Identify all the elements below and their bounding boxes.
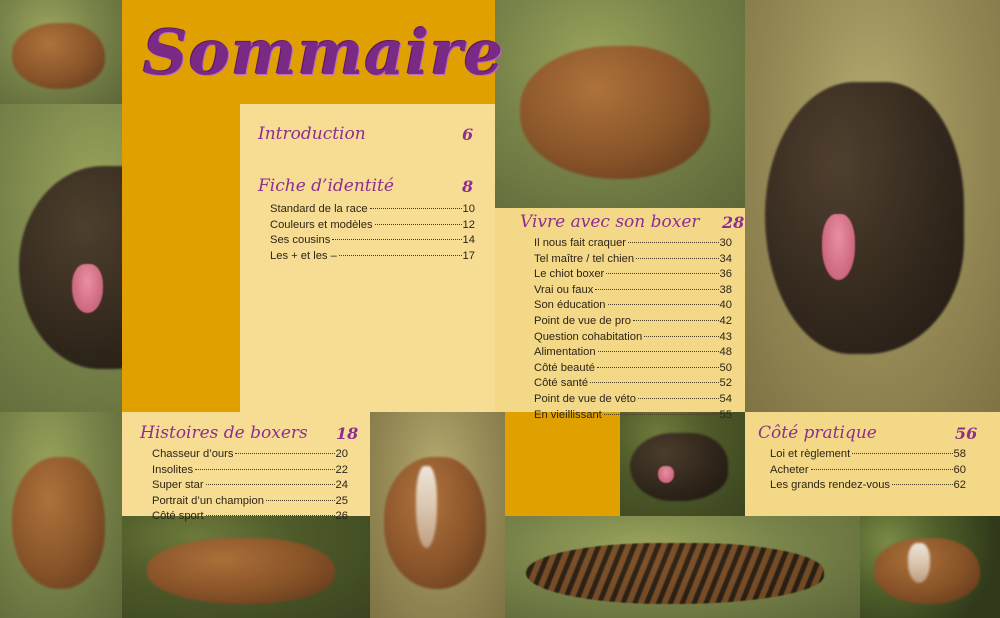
- toc-entry[interactable]: [534, 408, 732, 424]
- toc-entry-page: 55: [719, 408, 732, 421]
- toc-entry-label: Vrai ou faux: [534, 283, 594, 296]
- toc-entry-label: Insolites: [152, 463, 194, 476]
- toc-entry-page: 17: [462, 249, 475, 262]
- toc-entry[interactable]: [270, 202, 475, 218]
- section-page-introduction: 6: [462, 125, 474, 144]
- toc-entry-page: 26: [335, 510, 348, 523]
- toc-entry-label: Acheter: [770, 463, 809, 476]
- toc-entry-page: 50: [719, 361, 732, 374]
- toc-entry-page: 34: [719, 252, 732, 265]
- toc-entry-label: Côté santé: [534, 377, 589, 390]
- toc-entry-label: Son éducation: [534, 299, 606, 312]
- section-heading-histoires-de-boxers[interactable]: Histoires de boxers: [140, 423, 308, 443]
- gold-block-left: [122, 104, 240, 412]
- toc-entry[interactable]: [534, 330, 732, 346]
- toc-entry-label: Il nous fait craquer: [534, 237, 627, 249]
- leader-dots: [608, 304, 719, 305]
- leader-dots: [235, 453, 334, 454]
- leader-dots: [636, 258, 718, 259]
- toc-entry-label: Point de vue de véto: [534, 392, 637, 405]
- toc-entry-page: 43: [719, 330, 732, 343]
- leader-dots: [206, 484, 335, 485]
- toc-entry-page: 40: [719, 299, 732, 312]
- toc-entry-page: 54: [719, 392, 732, 405]
- toc-entries-histoires-de-boxers: [152, 447, 348, 525]
- leader-dots: [604, 414, 719, 415]
- toc-entry-page: 24: [335, 479, 348, 492]
- toc-entry[interactable]: [152, 463, 348, 479]
- toc-entry[interactable]: [534, 314, 732, 330]
- toc-entry[interactable]: [534, 345, 732, 361]
- toc-entry[interactable]: [534, 376, 732, 392]
- leader-dots: [332, 239, 461, 240]
- toc-entry[interactable]: [270, 233, 475, 249]
- toc-entry[interactable]: [152, 494, 348, 510]
- leader-dots: [892, 484, 953, 485]
- toc-entry[interactable]: [534, 361, 732, 377]
- photo-bottom-center: [370, 412, 505, 618]
- leader-dots: [266, 500, 335, 501]
- toc-entry-page: 52: [719, 377, 732, 390]
- leader-dots: [644, 336, 718, 337]
- toc-entry-label: Le chiot boxer: [534, 268, 605, 281]
- toc-entry-page: 20: [335, 448, 348, 460]
- toc-entry[interactable]: [770, 478, 966, 494]
- toc-entry-page: 62: [953, 479, 966, 492]
- section-heading-introduction[interactable]: Introduction: [258, 124, 366, 144]
- toc-entry-page: 60: [953, 463, 966, 476]
- leader-dots: [595, 289, 718, 290]
- toc-entry-label: Super star: [152, 479, 204, 492]
- toc-entry-label: Point de vue de pro: [534, 314, 632, 327]
- toc-entry[interactable]: [534, 267, 732, 283]
- leader-dots: [633, 320, 719, 321]
- leader-dots: [206, 515, 335, 516]
- leader-dots: [195, 469, 335, 470]
- gold-block-center: [505, 412, 620, 516]
- toc-entry-page: 30: [719, 237, 732, 249]
- toc-entry-page: 38: [719, 283, 732, 296]
- toc-entry-label: Tel maître / tel chien: [534, 252, 635, 265]
- toc-entries-cote-pratique: [770, 447, 966, 494]
- leader-dots: [606, 273, 718, 274]
- toc-entries-vivre-avec-son-boxer: [534, 236, 732, 423]
- photo-bottom-head: [620, 412, 745, 516]
- photo-bottom-lying: [505, 516, 860, 618]
- toc-entry[interactable]: [770, 447, 966, 463]
- toc-entry-label: Couleurs et modèles: [270, 218, 373, 231]
- photo-right-large: [745, 0, 1000, 412]
- toc-entry-label: Question cohabitation: [534, 330, 643, 343]
- section-page-cote-pratique: 56: [955, 424, 978, 443]
- section-page-histoires-de-boxers: 18: [336, 424, 359, 443]
- leader-dots: [852, 453, 952, 454]
- toc-entry[interactable]: [152, 447, 348, 463]
- toc-entry-page: 36: [719, 268, 732, 281]
- toc-entry[interactable]: [770, 463, 966, 479]
- leader-dots: [628, 242, 719, 243]
- section-page-fiche-identite: 8: [462, 177, 474, 196]
- toc-entry[interactable]: [270, 249, 475, 265]
- toc-entry-label: Standard de la race: [270, 203, 368, 215]
- toc-entry[interactable]: [534, 392, 732, 408]
- toc-entry[interactable]: [534, 283, 732, 299]
- toc-entry-label: Chasseur d’ours: [152, 448, 234, 460]
- photo-bottom-left: [0, 412, 122, 618]
- toc-entry-label: Ses cousins: [270, 234, 331, 247]
- leader-dots: [375, 224, 462, 225]
- toc-entry-label: Les + et les –: [270, 249, 337, 262]
- leader-dots: [638, 398, 719, 399]
- toc-entry-page: 12: [462, 218, 475, 231]
- toc-entry-label: Portrait d’un champion: [152, 494, 264, 507]
- toc-entry-page: 14: [462, 234, 475, 247]
- section-heading-cote-pratique[interactable]: Côté pratique: [758, 423, 877, 443]
- leader-dots: [598, 351, 719, 352]
- toc-entry-label: Les grands rendez-vous: [770, 479, 891, 492]
- photo-top-center: [495, 0, 745, 208]
- leader-dots: [339, 255, 462, 256]
- toc-entry[interactable]: [534, 252, 732, 268]
- toc-entry-page: 25: [335, 494, 348, 507]
- toc-entry-page: 48: [719, 346, 732, 359]
- toc-entries-fiche-identite: [270, 202, 475, 264]
- photo-bottom-right: [860, 516, 1000, 618]
- toc-entry-page: 22: [335, 463, 348, 476]
- photo-bottom-left2: [122, 516, 370, 618]
- toc-entry[interactable]: [270, 218, 475, 234]
- toc-entry-label: Alimentation: [534, 346, 596, 359]
- leader-dots: [811, 469, 953, 470]
- toc-entry[interactable]: [152, 478, 348, 494]
- section-heading-vivre-avec-son-boxer[interactable]: Vivre avec son boxer: [520, 212, 700, 232]
- leader-dots: [370, 208, 462, 209]
- toc-entry-page: 10: [462, 203, 475, 215]
- page-title: Sommaire: [143, 16, 505, 89]
- toc-entry-label: Côté beauté: [534, 361, 595, 374]
- photo-top-left: [0, 0, 122, 104]
- section-page-vivre-avec-son-boxer: 28: [722, 213, 745, 232]
- toc-entry-label: Côté sport: [152, 510, 204, 523]
- leader-dots: [597, 367, 719, 368]
- toc-entry[interactable]: [534, 236, 732, 252]
- leader-dots: [590, 382, 718, 383]
- toc-entry[interactable]: [152, 509, 348, 525]
- toc-entry-page: 42: [719, 314, 732, 327]
- toc-entry-label: En vieillissant: [534, 408, 602, 421]
- toc-entry-page: 58: [953, 448, 966, 460]
- section-heading-fiche-identite[interactable]: Fiche d’identité: [258, 176, 394, 196]
- toc-entry-label: Loi et règlement: [770, 448, 851, 460]
- toc-entry[interactable]: [534, 298, 732, 314]
